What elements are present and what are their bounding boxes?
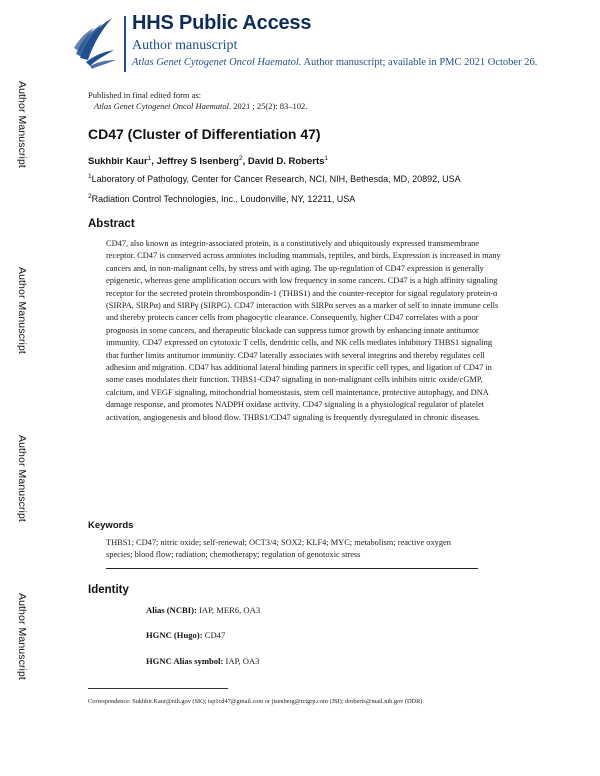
identity-row-ncbi <box>146 605 260 615</box>
published-citation: . 2021 ; 25(2): 83–102. <box>229 101 308 111</box>
abstract-heading: Abstract <box>88 218 135 230</box>
correspondence-footnote: Correspondence: Sukhbir.Kaur@nih.gov (SK); tsp1cd47@gmail.com or jisenberg@rctgrp.com (JSI); droberts@mail.nih.gov (DDR). <box>88 698 424 705</box>
identity-label: Alias (NCBI): <box>146 605 197 615</box>
identity-value: CD47 <box>204 630 226 640</box>
side-label-2 <box>0 230 44 390</box>
author-list: Sukhbir Kaur$^1$, Jeffrey S Isenberg$^2$, David D. Roberts$^1$ <box>88 155 329 168</box>
published-info <box>88 90 307 112</box>
author-name: David D. Roberts <box>247 156 325 168</box>
hhs-eagle-logo-icon <box>72 10 118 70</box>
affiliation-text: Radiation Control Technologies, Inc., Loudonville, NY, 12211, USA <box>91 194 356 204</box>
footnote-divider <box>88 688 228 689</box>
side-label-4 <box>0 556 44 716</box>
published-journal: Atlas Genet Cytogenet Oncol Haematol <box>94 101 230 111</box>
header-availability: . Author manuscript; available in PMC 2021 October 26. <box>298 57 538 68</box>
abstract-body: CD47, also known as integrin-associated protein, is a constitutively and ubiquitously expressed transmembrane receptor. CD47 is conserved across amniotes including mammals, reptiles, and birds. Expression is increased in many cancers and, in non-malignant cells, by stress and with aging. The up-regulation of CD47 expression is generally epigenetic, whereas gene amplification occurs with low frequency in some cancers. CD47 is a high affinity signaling receptor for the secreted protein thrombospondin-1 (THBS1) and the counter-receptor for signal regulatory protein-α (SIRPA, SIRPα) and SIRPγ (SIRPG). CD47 interaction with SIRPα serves as a marker of self to innate immune cells and thereby protects cancer cells from phagocytic clearance. Consequently, higher CD47 correlates with a poor prognosis in some cancers, and therapeutic blockade can suppress tumor growth by enhancing innate antitumor immunity. CD47 expressed on cytotoxic T cells, dendritic cells, and NK cells mediates inhibitory THBS1 signaling that further limits antitumor immunity. CD47 laterally associates with several integrins and thereby regulates cell adhesion and migration. CD47 has additional lateral binding partners in specific cell types, and ligation of CD47 in some cases modulates their function. THBS1-CD47 signaling in non-malignant cells inhibits nitric oxide/cGMP, calcium, and VEGF signaling, mitochondrial homeostasis, stem cell maintenance, protective autophagy, and DNA damage response, and promotes NADPH oxidase activity. CD47 signaling is a physiological regulator of platelet activation, angiogenesis and blood flow. THBS1/CD47 signaling is frequently dysregulated in chronic diseases. <box>106 239 501 422</box>
article-title: CD47 (Cluster of Differentiation 47) <box>88 126 321 142</box>
identity-value: IAP, OA3 <box>225 656 260 666</box>
side-label-text: Author Manuscript <box>16 266 28 354</box>
side-label-text: Author Manuscript <box>16 592 28 680</box>
author-name: Sukhbir Kaur <box>88 156 148 168</box>
identity-label: HGNC (Hugo): <box>146 630 203 640</box>
header-journal-line <box>132 56 542 69</box>
keywords-body: THBS1; CD47; nitric oxide; self-renewal; OCT3/4; SOX2; KLF4; MYC; metabolism; reactive oxygen species; blood flow; radiation; chemotherapy; regulation of genotoxic stress <box>106 538 451 559</box>
side-label-text: Author Manuscript <box>16 80 28 168</box>
affiliation-number: 2 <box>88 193 92 200</box>
author-affiliation-ref: 1 <box>324 155 329 162</box>
published-citation-line <box>88 101 307 112</box>
identity-heading: Identity <box>88 584 129 596</box>
affiliation-2 <box>88 193 355 204</box>
side-label-1 <box>0 44 44 204</box>
identity-value: IAP, MER6, OA3 <box>199 605 261 615</box>
header-divider <box>124 16 126 72</box>
identity-label: HGNC Alias symbol: <box>146 656 224 666</box>
identity-row-hgnc-alias <box>146 656 259 666</box>
side-label-text: Author Manuscript <box>16 434 28 522</box>
affiliation-text: Laboratory of Pathology, Center for Cancer Research, NCI, NIH, Bethesda, MD, 20892, USA <box>91 174 461 184</box>
hhs-header <box>72 10 542 80</box>
author-affiliation-ref: 1 <box>147 155 152 162</box>
keywords-heading: Keywords <box>88 520 134 531</box>
header-title: HHS Public Access <box>132 12 312 34</box>
published-label: Published in final edited form as: <box>88 90 202 100</box>
header-journal-name: Atlas Genet Cytogenet Oncol Haematol <box>132 57 299 68</box>
keywords-divider <box>106 568 478 569</box>
identity-row-hgnc <box>146 630 225 640</box>
author-affiliation-ref: 2 <box>238 155 243 162</box>
affiliation-number: 1 <box>88 173 92 180</box>
author-name: Jeffrey S Isenberg <box>156 156 239 168</box>
affiliation-1 <box>88 173 461 184</box>
side-label-3 <box>0 398 44 558</box>
header-subtitle: Author manuscript <box>132 38 238 53</box>
